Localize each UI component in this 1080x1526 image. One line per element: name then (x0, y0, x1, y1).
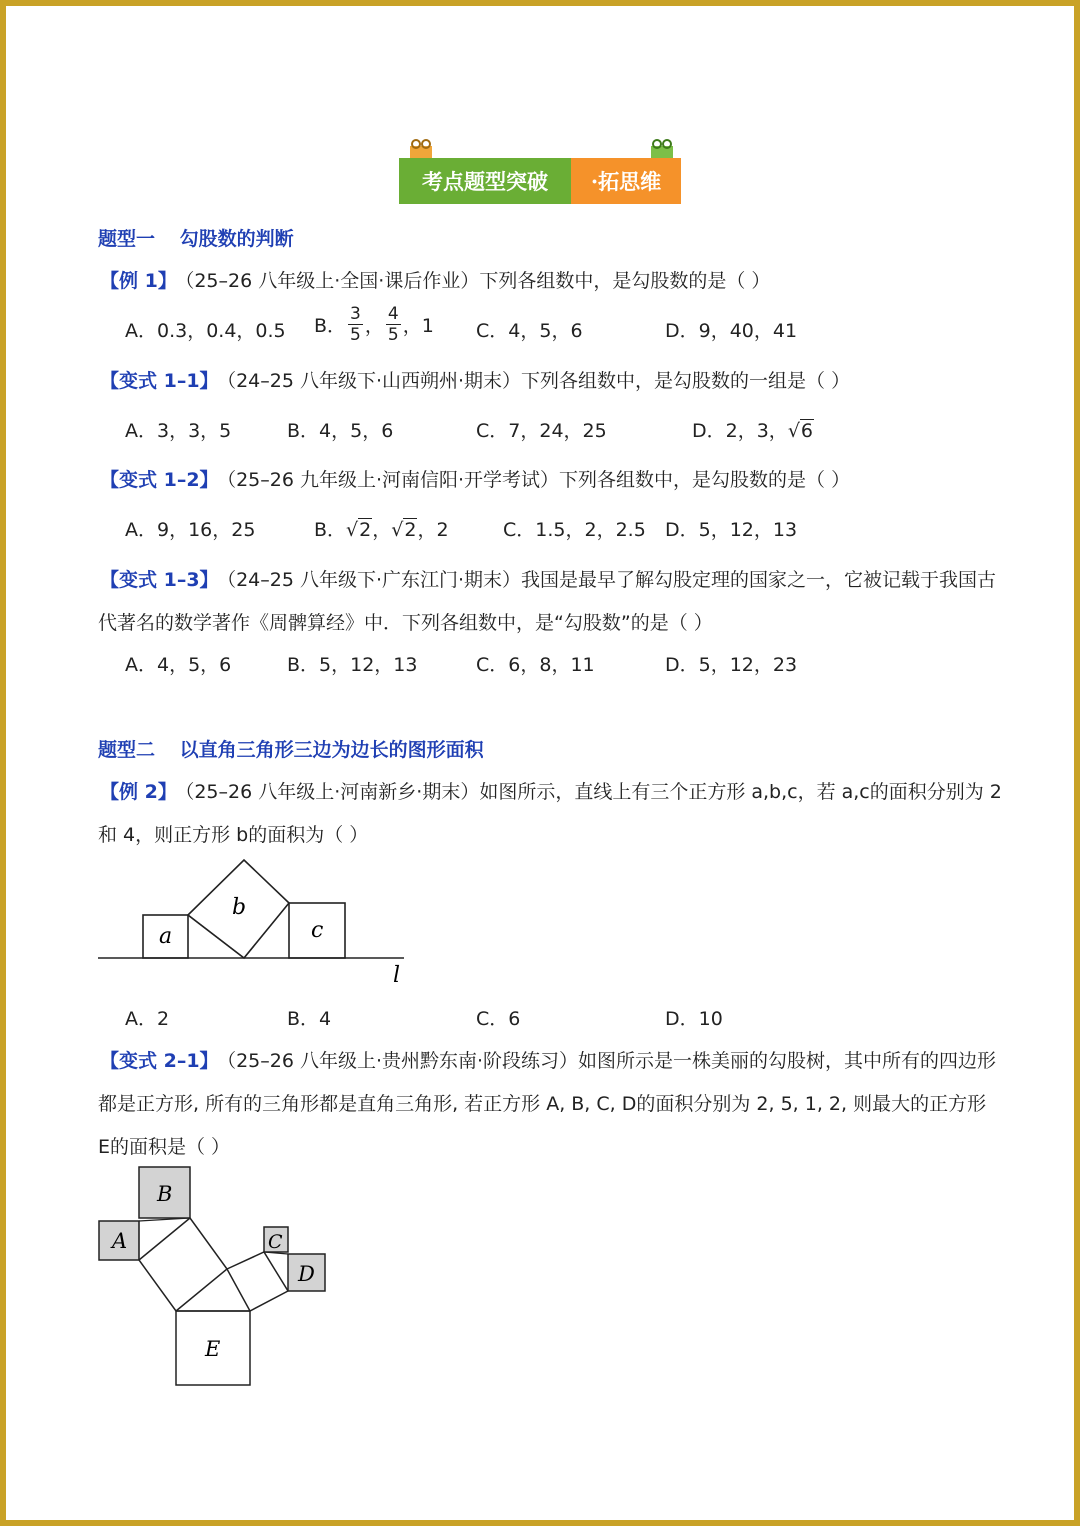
label-E: E (205, 1337, 221, 1361)
ex2-option-b: B．4 (287, 1008, 332, 1030)
ex1-option-b-suffix: ，1 (402, 315, 434, 337)
label-c: c (311, 918, 324, 943)
ex2-question-line1 (100, 777, 1002, 804)
section2-heading (98, 735, 484, 762)
v11-option-b: B．4，5，6 (287, 420, 394, 442)
v12-option-b-prefix: B． (314, 519, 347, 541)
v12-option-b: B．√2，√2，2 (314, 519, 449, 541)
v13-option-a: A．4，5，6 (125, 654, 232, 676)
v21-line1: （25–26 八年级上·贵州黔东南·阶段练习）如图所示是一株美丽的勾股树，其中所有的四边形 (226, 1050, 997, 1072)
banner-green-text: 考点题型突破 (399, 158, 571, 204)
ex1-option-b-fraction-2 (386, 304, 401, 345)
v11-option-d (692, 416, 814, 443)
label-l: l (393, 963, 401, 988)
v11-question (100, 366, 850, 393)
ex1-source: （25–26 八年级上·全国·课后作业）下列各组数中，是勾股数的是（ ） (184, 270, 771, 292)
banner-orange-text: ·拓思维 (571, 158, 681, 204)
section1-heading (98, 224, 294, 251)
ex1-option-c: C．4，5，6 (476, 320, 583, 342)
v11-option-a: A．3，3，5 (125, 420, 232, 442)
v21-question-line1 (100, 1046, 996, 1073)
v13-option-c: C．6，8，11 (476, 654, 595, 676)
section2-title: 以直角三角形三边为边长的图形面积 (179, 739, 484, 761)
section1-label: 题型一 (98, 228, 156, 250)
section-banner (399, 158, 681, 204)
fraction-numerator: 3 (350, 304, 361, 324)
v13-question-line1 (100, 565, 996, 592)
section1-title: 勾股数的判断 (179, 228, 294, 250)
square-right-mid (227, 1252, 288, 1311)
square-left-mid (139, 1218, 227, 1311)
ex1-option-b-prefix: B． (314, 315, 347, 337)
ex2-figure (92, 854, 422, 994)
v21-question-line2: 都是正方形, 所有的三角形都是直角三角形, 若正方形 A, B, C, D的面积分别为 2, 5, 1, 2, 则最大的正方形 (98, 1093, 987, 1115)
ex1-option-b: B． $\frac{3}{5}$ ， $\frac{4}{5}$ ，1 (314, 304, 434, 345)
v21-tag: 【变式 2–1】 (100, 1050, 219, 1072)
ex2-tag: 【例 2】 (100, 781, 177, 803)
ex1-option-a: A．0.3，0.4，0.5 (125, 320, 286, 342)
sqrt-symbol: √2 (346, 519, 372, 541)
v12-option-a: A．9，16，25 (125, 519, 256, 541)
v12-tag: 【变式 1–2】 (100, 469, 219, 491)
label-B: B (157, 1182, 173, 1206)
v13-question-line2: 代著名的数学著作《周髀算经》中．下列各组数中，是“勾股数”的是（ ） (98, 612, 713, 634)
radicand: 6 (800, 420, 814, 442)
v11-tag: 【变式 1–1】 (100, 370, 219, 392)
v13-source-line1: （24–25 八年级下·广东江门·期末）我国是最早了解勾股定理的国家之一，它被记载于我国古 (226, 569, 997, 591)
ex2-line1: （25–26 八年级上·河南新乡·期末）如图所示，直线上有三个正方形 a,b,c，若 a,c的面积分别为 2 (184, 781, 1002, 803)
fraction-denominator: 5 (350, 325, 361, 345)
v13-option-b: B．5，12，13 (287, 654, 418, 676)
v13-tag: 【变式 1–3】 (100, 569, 219, 591)
radicand: 2 (404, 519, 417, 541)
label-A: A (112, 1229, 128, 1253)
ex1-option-b-fraction-1 (348, 304, 363, 345)
fraction-denominator: 5 (387, 325, 399, 345)
v12-source: （25–26 九年级上·河南信阳·开学考试）下列各组数中，是勾股数的是（ ） (226, 469, 851, 491)
triangle-edge (188, 915, 244, 958)
v12-question (100, 465, 850, 492)
v11-source: （24–25 八年级下·山西朔州·期末）下列各组数中，是勾股数的一组是（ ） (226, 370, 851, 392)
ex2-option-d: D．10 (665, 1008, 723, 1030)
label-D: D (298, 1262, 315, 1286)
v12-option-c: C．1.5，2，2.5 (503, 519, 646, 541)
sqrt-symbol: √2 (391, 519, 417, 541)
ex1-option-d: D．9，40，41 (665, 320, 798, 342)
v11-option-d-prefix: D．2，3， (692, 420, 788, 442)
radicand: 2 (359, 519, 372, 541)
v21-figure (92, 1162, 342, 1402)
ex2-option-a: A．2 (125, 1008, 170, 1030)
ex1-tag: 【例 1】 (100, 270, 177, 292)
ex2-question-line2: 和 4，则正方形 b的面积为（ ） (98, 824, 369, 846)
sqrt-symbol: √6 (787, 420, 814, 442)
v13-option-d: D．5，12，23 (665, 654, 798, 676)
ex2-option-c: C．6 (476, 1008, 521, 1030)
section2-label: 题型二 (98, 739, 156, 761)
label-C: C (268, 1231, 283, 1253)
label-b: b (232, 895, 247, 920)
v12-option-b-suffix: ，2 (417, 519, 449, 541)
label-a: a (159, 924, 173, 949)
v11-option-c: C．7，24，25 (476, 420, 607, 442)
fraction-numerator: 4 (387, 304, 399, 324)
v12-option-d: D．5，12，13 (665, 519, 798, 541)
v21-question-line3: E的面积是（ ） (98, 1136, 231, 1158)
ex1-question (100, 266, 770, 293)
triangle-edge (244, 903, 289, 958)
